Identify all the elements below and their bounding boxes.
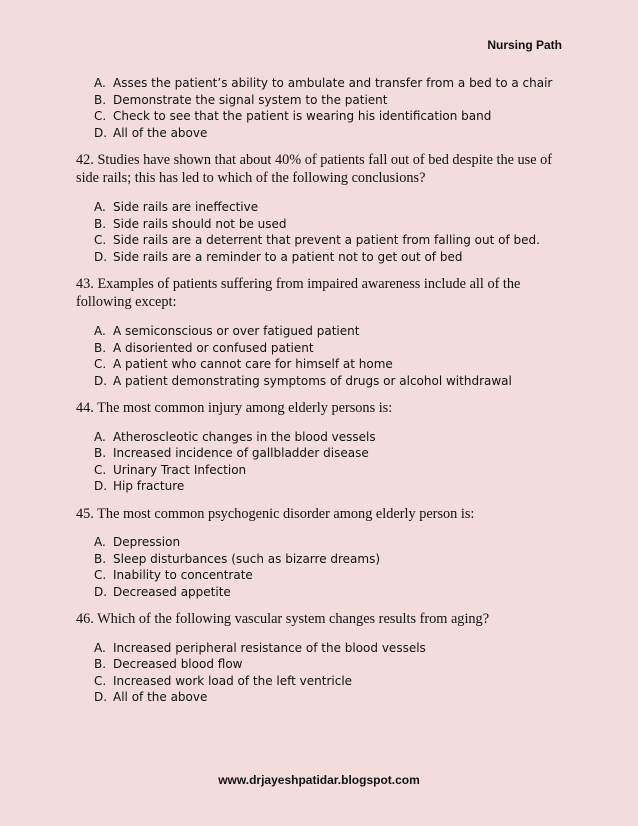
option-item <box>94 340 562 357</box>
option-letter: C. <box>94 109 107 123</box>
option-item <box>94 673 562 690</box>
option-letter: A. <box>94 429 106 444</box>
option-text: Atheroscleotic changes in the blood vessels <box>113 429 376 444</box>
option-text: Demonstrate the signal system to the patient <box>113 92 388 107</box>
question-43: 43. Examples of patients suffering from impaired awareness include all of the following except: <box>76 276 521 310</box>
option-text: Increased incidence of gallbladder disease <box>113 446 369 460</box>
option-letter: D. <box>94 584 108 599</box>
option-text: Decreased appetite <box>113 584 231 599</box>
option-item <box>94 689 562 706</box>
option-letter: D. <box>94 690 108 704</box>
option-text: Side rails should not be used <box>113 216 287 231</box>
option-text: Increased peripheral resistance of the blood vessels <box>113 640 426 655</box>
option-letter: A. <box>94 324 106 338</box>
option-text: Asses the patient’s ability to ambulate and transfer from a bed to a chair <box>113 76 553 90</box>
option-text: Urinary Tract Infection <box>113 462 247 477</box>
option-text: Hip fracture <box>113 479 185 493</box>
option-text: A disoriented or confused patient <box>113 340 314 355</box>
options-list <box>76 534 562 600</box>
option-item <box>94 216 562 233</box>
option-letter: B. <box>94 446 107 460</box>
option-item <box>94 75 562 92</box>
option-text: All of the above <box>113 125 208 140</box>
option-letter: B. <box>94 340 107 355</box>
option-item <box>94 656 562 673</box>
option-item <box>94 445 562 462</box>
option-item <box>94 429 562 446</box>
option-item <box>94 249 562 266</box>
option-text: Side rails are a deterrent that prevent a patient from falling out of bed. <box>113 233 540 247</box>
option-text: Increased work load of the left ventricle <box>113 673 353 688</box>
options-list <box>76 199 562 265</box>
option-letter: D. <box>94 249 108 264</box>
option-text: Inability to concentrate <box>113 568 253 582</box>
option-item <box>94 199 562 216</box>
option-text: A patient who cannot care for himself at home <box>113 357 393 371</box>
option-letter: B. <box>94 657 107 671</box>
option-text: Sleep disturbances (such as bizarre dreams) <box>113 551 381 566</box>
option-letter: B. <box>94 551 107 566</box>
option-letter: D. <box>94 373 108 388</box>
option-letter: D. <box>94 125 108 140</box>
option-text: A patient demonstrating symptoms of drugs or alcohol withdrawal <box>113 373 512 388</box>
option-letter: A. <box>94 535 106 549</box>
footer-url: www.drjayeshpatidar.blogspot.com <box>218 773 420 787</box>
options-list <box>76 640 562 706</box>
option-item <box>94 92 562 109</box>
option-text: All of the above <box>113 690 208 704</box>
option-item <box>94 534 562 551</box>
options-list <box>76 429 562 495</box>
option-item <box>94 567 562 584</box>
option-item <box>94 478 562 495</box>
option-letter: C. <box>94 673 107 688</box>
option-item <box>94 323 562 340</box>
question-45: 45. The most common psychogenic disorder among elderly person is: <box>76 505 475 522</box>
option-letter: C. <box>94 568 107 582</box>
page-header-title: Nursing Path <box>487 38 562 52</box>
option-letter: B. <box>94 216 107 231</box>
option-text: Check to see that the patient is wearing his identification band <box>113 109 492 123</box>
question-44: 44. The most common injury among elderly persons is: <box>76 400 393 416</box>
option-item <box>94 356 562 373</box>
option-item <box>94 108 562 125</box>
option-text: Decreased blood flow <box>113 657 243 671</box>
option-text: Side rails are a reminder to a patient not to get out of bed <box>113 249 463 264</box>
option-item <box>94 462 562 479</box>
question-46: 46. Which of the following vascular system changes results from aging? <box>76 611 490 627</box>
option-item <box>94 125 562 142</box>
options-list <box>76 323 562 389</box>
option-letter: A. <box>94 76 106 90</box>
question-content <box>76 75 562 706</box>
option-letter: A. <box>94 640 106 655</box>
option-item <box>94 584 562 601</box>
option-item <box>94 232 562 249</box>
option-letter: B. <box>94 92 107 107</box>
options-list <box>76 75 562 141</box>
option-text: Side rails are ineffective <box>113 200 259 214</box>
question-42: 42. Studies have shown that about 40% of patients fall out of bed despite the use of side rails; this has led to which of the following conclusions? <box>76 152 553 186</box>
option-text: Depression <box>113 535 181 549</box>
option-item <box>94 551 562 568</box>
option-text: A semiconscious or over fatigued patient <box>113 324 360 338</box>
option-letter: C. <box>94 233 107 247</box>
option-letter: A. <box>94 200 106 214</box>
option-letter: D. <box>94 479 108 493</box>
option-letter: C. <box>94 357 107 371</box>
option-item <box>94 640 562 657</box>
option-item <box>94 373 562 390</box>
option-letter: C. <box>94 462 107 477</box>
